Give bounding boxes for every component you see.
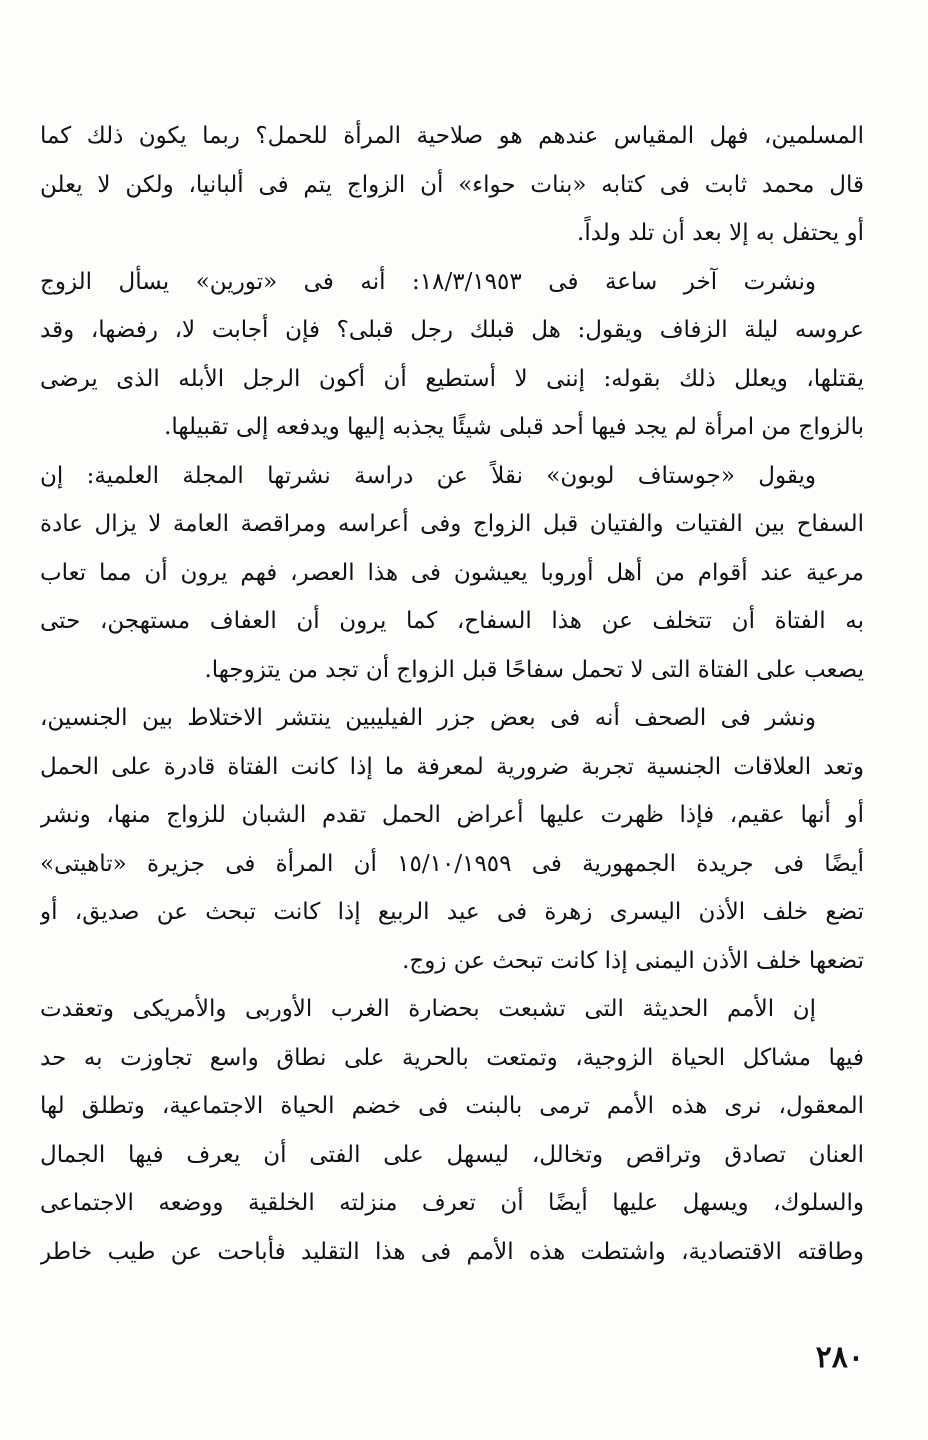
text-line: يصعب على الفتاة التى لا تحمل سفاحًا قبل الزواج أن تجد من يتزوجها. — [204, 656, 864, 683]
text-line: عروسه ليلة الزفاف ويقول: هل قبلك رجل قبلى؟ فإن أجابت لا، رفضها، وقد — [40, 317, 864, 343]
text-line: المعقول، نرى هذه الأمم ترمى بالبنت فى خضم الحياة الاجتماعية، وتطلق لها — [40, 1093, 864, 1119]
text-line: ونشرت آخر ساعة فى ١٨/٣/١٩٥٣: أنه فى «تورين» يسأل الزوج — [40, 268, 816, 295]
text-line: فيها مشاكل الحياة الزوجية، وتمتعت بالحرية على نطاق واسع تجاوزت به حد — [40, 1044, 864, 1071]
text-line: به الفتاة أن تتخلف عن هذا السفاح، كما يرون أن العفاف مستهجن، حتى — [40, 608, 864, 634]
text-line: إن الأمم الحديثة التى تشبعت بحضارة الغرب الأوربى والأمريكى وتعقدت — [40, 996, 816, 1022]
text-line: يقتلها، ويعلل ذلك بقوله: إننى لا أستطيع أن أكون الرجل الأبله الذى يرضى — [40, 365, 864, 392]
text-line: بالزواج من امرأة لم يجد فيها أحد قبلى شيئًا يجذبه إليها ويدفعه إلى تقبيلها. — [164, 414, 864, 440]
text-line: تضع خلف الأذن اليسرى زهرة فى عيد الربيع إذا كانت تبحث عن صديق، أو — [40, 899, 864, 925]
text-line: ونشر فى الصحف أنه فى بعض جزر الفيليبين ينتشر الاختلاط بين الجنسين، — [40, 705, 816, 731]
text-line: والسلوك، ويسهل عليها أيضًا أن تعرف منزلته الخلقية ووضعه الاجتماعى — [40, 1190, 864, 1216]
text-line: أيضًا فى جريدة الجمهورية فى ١٥/١٠/١٩٥٩ أن المرأة فى جزيرة «تاهيتى» — [40, 850, 864, 877]
text-line: تضعها خلف الأذن اليمنى إذا كانت تبحث عن زوج. — [402, 947, 864, 974]
text-line: مرعية عند أقوام من أهل أوروبا يعيشون فى هذا العصر، فهم يرون أن مما تعاب — [40, 559, 864, 586]
body-text — [40, 112, 864, 1276]
text-line: المسلمين، فهل المقياس عندهم هو صلاحية المرأة للحمل؟ ربما يكون ذلك كما — [40, 123, 864, 149]
text-line: قال محمد ثابت فى كتابه «بنات حواء» أن الزواج يتم فى ألبانيا، ولكن لا يعلن — [40, 171, 864, 198]
paragraph-4 — [40, 694, 864, 985]
paragraph-3 — [40, 452, 864, 695]
paragraph-1 — [40, 112, 864, 258]
paragraph-5 — [40, 985, 864, 1276]
text-line: ويقول «جوستاف لوبون» نقلاً عن دراسة نشرتها المجلة العلمية: إن — [40, 462, 816, 489]
text-line: السفاح بين الفتيات والفتيان قبل الزواج وفى أعراسه ومراقصة العامة لا يزال عادة — [40, 511, 864, 537]
text-line: أو أنها عقيم، فإذا ظهرت عليها أعراض الحمل تقدم الشبان للزواج منها، ونشر — [40, 802, 864, 828]
paragraph-2 — [40, 258, 864, 452]
text-line: وطاقته الاقتصادية، واشتطت هذه الأمم فى هذا التقليد فأباحت عن طيب خاطر — [40, 1238, 864, 1265]
page-number: ٢٨٠ — [815, 1340, 864, 1375]
text-line: أو يحتفل به إلا بعد أن تلد ولداً. — [577, 220, 864, 246]
text-line: العنان تصادق وتراقص وتخالل، ليسهل على الفتى أن يعرف فيها الجمال — [40, 1141, 864, 1168]
text-line: وتعد العلاقات الجنسية تجربة ضرورية لمعرفة ما إذا كانت الفتاة قادرة على الحمل — [40, 753, 864, 780]
